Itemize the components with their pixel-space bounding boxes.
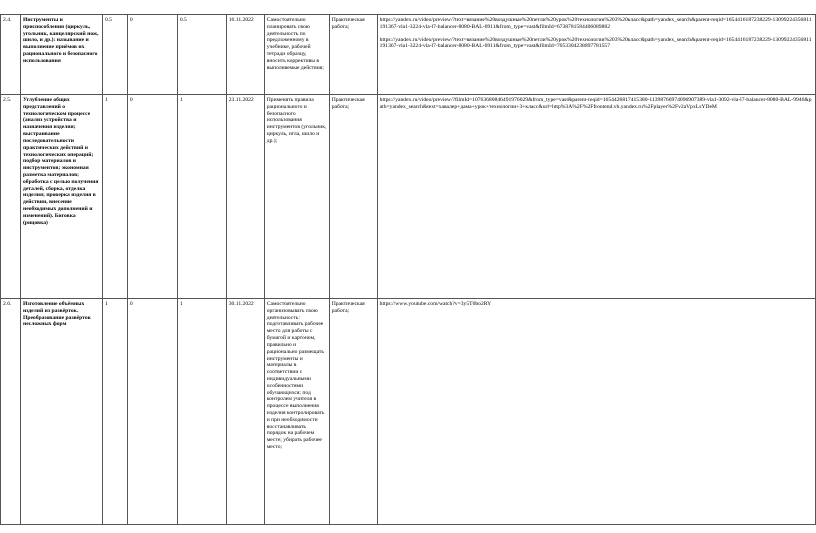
hours-practice: 1 [177,299,226,525]
hours-total: 1 [102,95,127,299]
resources-cell [377,95,815,299]
table-row [1,15,816,95]
hours-control: 0 [127,299,177,525]
hours-total: 1 [102,299,127,525]
form-cell: Практическая работа; [329,299,377,525]
resource-link[interactable]: https://www.youtube.com/watch?v=3y5T0bo2RY [379,301,492,307]
resources-cell [377,15,815,95]
form-cell: Практическая работа; [329,95,377,299]
row-number: 2.6. [1,299,21,525]
lesson-date: 30.11.2022 [226,299,264,525]
resource-link[interactable]: https://yandex.ru/video/preview/?text=вязание%20воздушные%20петли%20урок%20технологии%203%20класс&path=yandex_search&parent-reqid=1654416187238229-13099224356811191367-vla1-3224-vla-l7-balancer-8080-BAL-6911&from_type=vast&filmId=7053304238897781557 [379,36,812,50]
topic-cell: Углубление общих представлений о технологическом процессе (анализ устройства и назначения изделия; выстраивание последовательности практических действий и технологических операций; подбор материалов и инструментов; экономная разметка материалов; обработка с целью получения деталей, сборка, отделка изделия; проверка изделия в действии, внесение необходимых дополнений и изменений). Биговка (рицовка) [20,95,102,299]
hours-practice: 0.5 [177,15,226,95]
hours-control: 0 [127,95,177,299]
activity-cell: Самостоятельно планировать свою деятельность по предложенному в учебнике, рабочей тетради образцу, вносить коррективы в выполняемые действия; [264,15,329,95]
lesson-date: 16.11.2022 [226,15,264,95]
form-cell: Практическая работа; [329,15,377,95]
resources-cell [377,299,815,525]
lesson-plan-table [0,14,816,525]
hours-total: 0.5 [102,15,127,95]
table-row [1,299,816,525]
lesson-date: 23.11.2022 [226,95,264,299]
row-number: 2.4. [1,15,21,95]
resource-link[interactable]: https://yandex.ru/video/preview/?text=вязание%20воздушные%20петли%20урок%20технологии%203%20класс&path=yandex_search&parent-reqid=1654416187238229-13099224356811191367-vla1-3224-vla-l7-balancer-8080-BAL-6911&from_type=vast&filmId=6738781584406089882 [379,17,812,30]
topic-cell: Изготовление объёмных изделий из развёрток. Преобразование развёрток несложных форм [20,299,102,525]
topic-cell: Инструменты и приспособления (циркуль, угольник, канцелярский нож, шило, и др.): называние и выполнение приёмов их рационального и безопасного использования [20,15,102,95]
resource-link[interactable]: https://yandex.ru/video/preview/?filmId=10763680846491976029&from_type=vast&parent-reqid=1654426817415380-11398766974096907389-vla1-3092-vla-l7-balancer-8080-BAL-9946&path=yandex_search&text=хавалер+дама+урок+технологии+3+класс&url=http%3A%2F%2Ffrontend.vh.yandex.ru%2Fplayer%2Fv2aVpxLsYDeM [379,97,812,110]
row-number: 2.5. [1,95,21,299]
hours-practice: 1 [177,95,226,299]
table-row [1,95,816,299]
activity-cell: Применять правила рационального и безопасного использования инструментов (угольник, циркуль, игла, шило и др.); [264,95,329,299]
activity-cell: Самостоятельно организовывать свою деятельность: подготавливать рабочее место для работы с бумагой и картоном, правильно и рационально размещать инструменты и материалы в соответствии с индивидуальными особенностями обучающихся; под контролем учителя в процессе выполнения изделия контролировать и при необходимости восстанавливать порядок на рабочем месте; убирать рабочее место; [264,299,329,525]
hours-control: 0 [127,15,177,95]
